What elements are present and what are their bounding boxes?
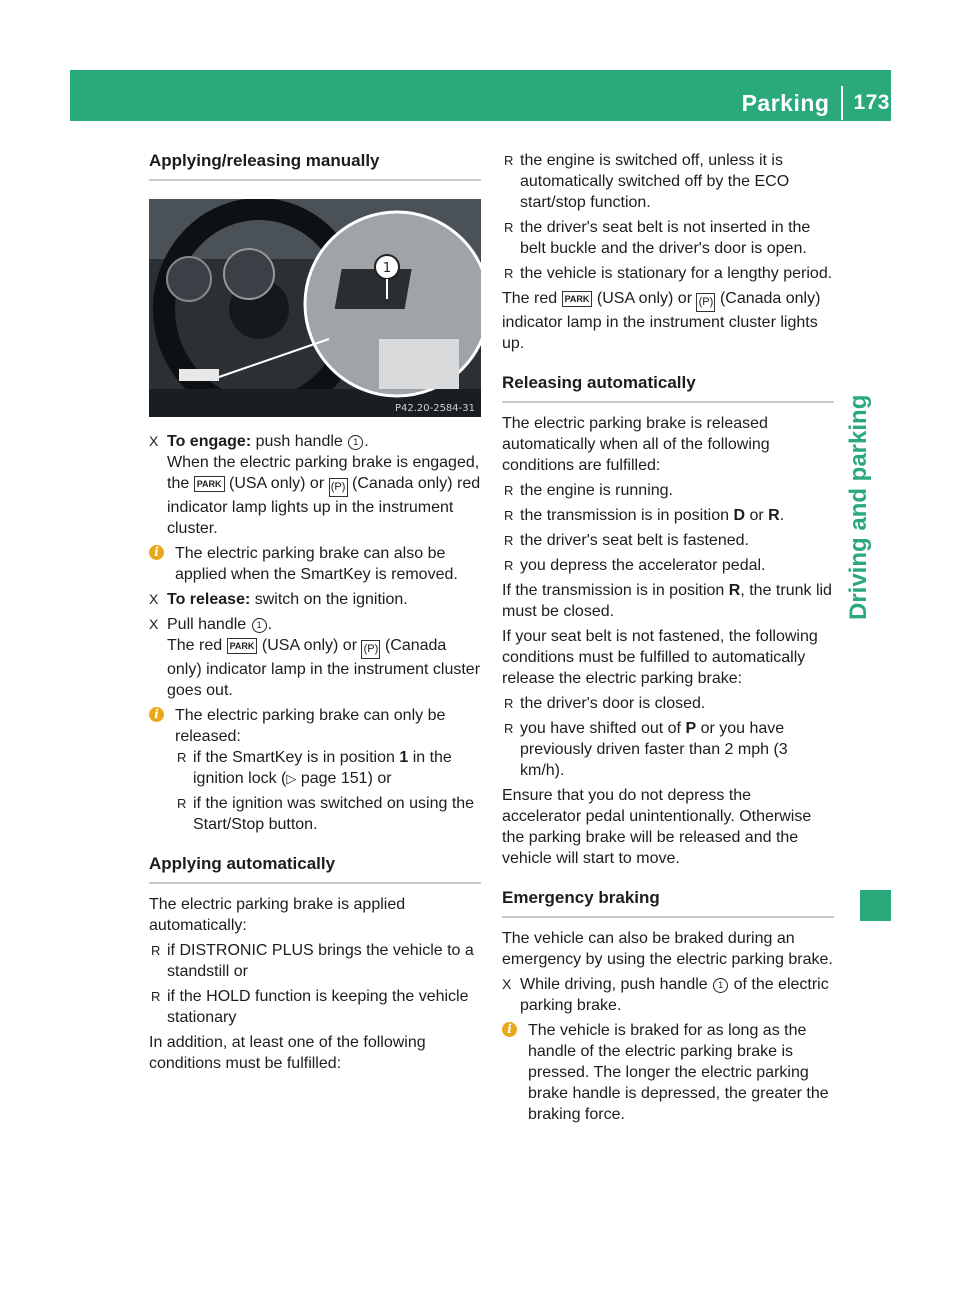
info-text-3: The vehicle is braked for as long as the handle of the electric parking brake is pressed. The longer the electric parking brake handle is depressed, the greater the braking force.	[528, 1022, 829, 1123]
park-lamp-icon: PARK	[227, 638, 258, 654]
auto-b1: if DISTRONIC PLUS brings the vehicle to a standstill or	[167, 942, 474, 980]
info-note-3	[502, 1020, 834, 1125]
list-item	[175, 793, 481, 835]
bullet-icon: R	[177, 796, 187, 811]
seat-b1: the driver's door is closed.	[520, 695, 706, 712]
figure-callout-number: 1	[382, 261, 392, 276]
list-item	[502, 263, 834, 284]
pull-desc-b: (USA only) or	[261, 637, 358, 654]
page-reference-icon: ▷	[286, 771, 297, 786]
rel-intro: The electric parking brake is released automatically when all of the following conditions are fulfilled:	[502, 415, 770, 474]
sub2: if the ignition was switched on using the Start/Stop button.	[193, 795, 475, 833]
p-lamp-icon: (P)	[329, 478, 348, 497]
heading-applying-releasing-manually: Applying/releasing manually	[149, 150, 481, 181]
auto-after: In addition, at least one of the following conditions must be fulfilled:	[149, 1034, 426, 1072]
seat-intro: If your seat belt is not fastened, the following conditions must be fulfilled to automatically release the electric parking brake:	[502, 628, 818, 687]
park-lamp-icon: PARK	[194, 476, 225, 492]
heading-emergency-braking: Emergency braking	[502, 887, 834, 918]
bullet-icon: R	[504, 153, 514, 168]
step-engage: X To engage: push handle 1 . When the electric parking brake is engaged, the PARK (USA only) or (P) (Canada only) red indicator lamp lights up in the instrument cluster.	[149, 433, 481, 537]
list-item	[502, 530, 834, 551]
seat-b2-p: P	[685, 720, 697, 737]
figure-code: P42.20-2584-31	[394, 403, 475, 414]
side-tab-marker	[860, 890, 891, 921]
emerg-step-a: While driving, push handle	[520, 976, 708, 993]
bullet-icon: R	[151, 989, 161, 1004]
list-item	[502, 718, 834, 781]
seat-b2-a: you have shifted out of	[520, 720, 681, 737]
p-lamp-icon: (P)	[696, 293, 715, 312]
bullet-icon: R	[504, 696, 514, 711]
engage-desc: When the electric parking brake is engaged, the	[167, 454, 480, 492]
list-item	[502, 693, 834, 714]
trunk-a: If the transmission is in position	[502, 582, 725, 599]
step-release	[149, 589, 481, 610]
rel-b3: the driver's seat belt is fastened.	[520, 532, 749, 549]
pull-desc-a: The red	[167, 637, 223, 654]
sub1-b: 1	[399, 749, 409, 766]
callout-1-icon: 1	[348, 435, 363, 450]
page-number: 173	[853, 91, 890, 114]
park-lamp-icon: PARK	[562, 291, 593, 307]
rel-b2-or: or	[749, 507, 764, 524]
list-item	[502, 555, 834, 576]
rel-b2-a: the transmission is in position	[520, 507, 729, 524]
info-icon: i	[149, 545, 164, 560]
info-note-1	[149, 543, 481, 585]
rel-b1: the engine is running.	[520, 482, 673, 499]
callout-1-icon: 1	[713, 978, 728, 993]
list-item	[502, 150, 834, 213]
rel-b4: you depress the accelerator pedal.	[520, 557, 766, 574]
info-icon: i	[502, 1022, 517, 1037]
heading-releasing-automatically: Releasing automatically	[502, 372, 834, 403]
trunk-r: R	[728, 582, 741, 599]
emerg-step-b: of the electric parking brake.	[520, 976, 829, 1014]
bullet-icon: R	[504, 508, 514, 523]
heading-applying-automatically: Applying automatically	[149, 853, 481, 884]
page-reference-link[interactable]: page 151	[300, 770, 368, 787]
pull-text: Pull handle	[167, 616, 247, 633]
list-item	[149, 986, 481, 1028]
bullet-icon: R	[504, 220, 514, 235]
side-tab-label: Driving and parking	[845, 394, 872, 620]
engage-desc-c: (Canada only) red indicator lamp lights up in the instrument cluster.	[167, 475, 481, 537]
step-arrow-icon: X	[502, 976, 512, 992]
dashboard-illustration	[149, 199, 481, 417]
bullet-icon: R	[504, 266, 514, 281]
header-divider	[841, 86, 843, 120]
sub1-a: if the SmartKey is in position	[193, 749, 395, 766]
list-item	[502, 217, 834, 259]
step-arrow-icon: X	[149, 616, 159, 632]
list-item	[502, 480, 834, 501]
rel-b2-r: R	[768, 507, 780, 524]
bullet-icon: R	[151, 943, 161, 958]
emerg-intro: The vehicle can also be braked during an emergency by using the electric parking brake.	[502, 930, 833, 968]
info-note-2	[149, 705, 481, 835]
r-b3: the vehicle is stationary for a lengthy period.	[520, 265, 833, 282]
step-emergency	[502, 974, 834, 1016]
rel-b2-d: D	[733, 507, 745, 524]
list-item	[175, 747, 481, 789]
r-lamp-b: (USA only) or	[596, 290, 693, 307]
lamp-lights-up	[502, 288, 834, 354]
r-lamp-c: (Canada only) indicator lamp in the instrument cluster lights up.	[502, 290, 821, 352]
r-b1: the engine is switched off, unless it is automatically switched off by the ECO start/stop function.	[520, 152, 790, 211]
info-text-2: The electric parking brake can only be released:	[175, 707, 446, 745]
bullet-icon: R	[504, 721, 514, 736]
trunk-b: , the trunk lid must be closed.	[502, 582, 832, 620]
info-text-1: The electric parking brake can also be applied when the SmartKey is removed.	[175, 545, 458, 583]
bullet-icon: R	[504, 558, 514, 573]
step-arrow-icon: X	[149, 433, 159, 449]
engage-desc-b: (USA only) or	[229, 475, 325, 492]
release-label: To release:	[167, 591, 251, 608]
auto-b2: if the HOLD function is keeping the vehicle stationary	[167, 988, 469, 1026]
left-column	[149, 150, 481, 1078]
step-arrow-icon: X	[149, 591, 159, 607]
seat-b2-b: or you have previously driven faster than 2 mph (3 km/h).	[520, 720, 788, 779]
bullet-icon: R	[177, 750, 187, 765]
engage-text: push handle	[255, 433, 343, 450]
bullet-icon: R	[504, 483, 514, 498]
step-pull-handle: X Pull handle 1 . The red PARK (USA only) or (P) (Canada only) indicator lamp in the instrument cluster goes out.	[149, 616, 481, 699]
right-column	[502, 150, 834, 1129]
parking-brake-figure	[149, 199, 481, 417]
page-header	[742, 86, 890, 120]
p-lamp-icon: (P)	[361, 640, 380, 659]
pull-desc-c: (Canada only) indicator lamp in the instrument cluster goes out.	[167, 637, 481, 699]
section-title: Parking	[741, 89, 830, 116]
trunk-note	[502, 580, 834, 622]
callout-1-icon: 1	[252, 618, 267, 633]
info-icon: i	[149, 707, 164, 722]
list-item: R the transmission is in position D or R.	[504, 507, 785, 524]
list-item	[149, 940, 481, 982]
r-b2: the driver's seat belt is not inserted in the belt buckle and the driver's door is open.	[520, 219, 811, 257]
bullet-icon: R	[504, 533, 514, 548]
auto-intro: The electric parking brake is applied automatically:	[149, 896, 406, 934]
engage-label: To engage:	[167, 433, 252, 450]
sub1-c: in the ignition lock (	[193, 749, 452, 787]
release-text: switch on the ignition.	[254, 591, 408, 608]
r-lamp-a: The red	[502, 290, 558, 307]
ensure-note: Ensure that you do not depress the accelerator pedal unintentionally. Otherwise the parking brake will be released and the vehicle will start to move.	[502, 787, 812, 867]
sub1-d: ) or	[367, 770, 392, 787]
